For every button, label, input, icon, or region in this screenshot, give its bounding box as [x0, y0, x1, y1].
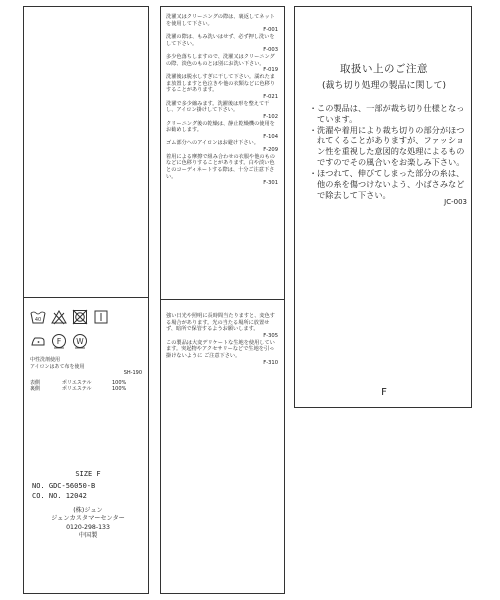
instruction-paragraph [166, 74, 278, 101]
fabric-row-lining [30, 386, 142, 393]
instruction-paragraph [166, 140, 278, 153]
instruction-code: F-001 [263, 27, 278, 34]
care-symbol-row-2 [30, 333, 88, 349]
instruction-text: この製品は大変デリケートな生地を使用しています。突起物やアクセサリーなどで生地を引っ掛けないように ご注意下さい。 [166, 339, 275, 359]
notice-title: 取扱い上のご注意 [340, 63, 428, 75]
company-name: (株)ジュン [73, 507, 103, 515]
hang-dry-icon [93, 309, 109, 325]
size-label: SIZE [75, 470, 93, 478]
instruction-code: F-019 [263, 67, 278, 74]
notice-bullet [309, 168, 467, 200]
notice-bullet [309, 125, 467, 168]
instruction-code: F-305 [263, 332, 278, 339]
instruction-paragraph [166, 54, 278, 74]
instruction-text: 洗濯の際は、もみ洗いはせず、必ず押し洗いをして下さい。 [166, 33, 275, 47]
instruction-code: F-301 [263, 180, 278, 187]
size-value: F [96, 470, 101, 478]
notice-bullet [309, 103, 467, 125]
care-note-line-2: アイロンはあて布を使用 [30, 363, 85, 370]
bullet-text: ほつれて、伸びてしまった部分の糸は、他の糸を傷つけないよう、小ばさみなどで除去して下さい。 [317, 167, 465, 200]
fabric-material: ポリエステル [62, 386, 92, 392]
fabric-part: 表側 [30, 379, 41, 386]
instruction-code: F-003 [263, 47, 278, 54]
instruction-paragraph [166, 34, 278, 54]
instruction-text: 多少色落ちしますので、洗濯又はクリーニングの際、淡色のものとは別にお洗い下さい。 [166, 53, 275, 67]
no-tumble-dry-icon [72, 309, 88, 325]
instruction-text: ゴム部分へのアイロンはお避け下さい。 [166, 140, 259, 147]
fabric-percent: 100% [112, 379, 127, 386]
care-symbol-row-1 [30, 309, 109, 325]
bullet-text: 洗濯や着用により裁ち切りの部分がほつれてくることがありますが、ファッション性を重視した意図的な処理によるものですのでその風合いをお楽しみ下さい。 [317, 124, 465, 168]
instruction-code: F-310 [263, 359, 278, 366]
fabric-material: ポリエステル [62, 379, 92, 386]
size-line [32, 469, 144, 479]
svg-text:F: F [56, 337, 62, 346]
country-of-origin: 中国製 [78, 531, 98, 539]
instruction-paragraph [166, 154, 278, 187]
customer-center: ジュンカスタマーセンター [51, 515, 125, 523]
wet-clean-w-icon [72, 333, 88, 349]
bullet-text: この製品は、一部が裁ち切り仕様となっています。 [317, 103, 465, 124]
notice-subtitle: (裁ち切り処理の製品に関して) [321, 81, 447, 91]
instruction-text: 着用による摩擦で組み合わせの衣服や他のものなどに色移りすることがあります。白や淡い色とのコーディネートする際は、十分ご注意下さい。 [166, 153, 275, 180]
svg-text:W: W [76, 337, 84, 346]
product-info [32, 469, 144, 540]
instruction-code: F-209 [263, 147, 278, 154]
phone-number: 0120-298-133 [66, 523, 110, 531]
tag2-divider [161, 299, 284, 300]
co-number: CO. NO. 12042 [32, 492, 87, 501]
care-note-code: SH-190 [123, 370, 142, 376]
product-number: NO. GDC-56050-B [32, 482, 96, 491]
company-block [32, 507, 144, 539]
care-note-line-1: 中性洗剤使用 [30, 357, 61, 363]
notice-size: F [381, 387, 387, 398]
notice-body [309, 103, 467, 208]
bullet-dot: ・ [309, 167, 318, 178]
instruction-text: 洗濯又はクリーニングの際は、裏返してネットを使用して下さい。 [166, 14, 275, 27]
care-label-tag [23, 6, 149, 594]
notice-code: JC-003 [444, 198, 467, 207]
storage-text [166, 313, 278, 366]
instruction-text: 洗濯で多少縮みます。洗濯後は形を整えて干し、アイロン掛けして下さい。 [166, 100, 270, 114]
instruction-code: F-102 [263, 113, 278, 120]
care-note-block [30, 357, 142, 393]
no-bleach-icon [51, 309, 67, 325]
instruction-paragraph [166, 14, 278, 34]
instruction-paragraph [166, 101, 278, 121]
washing-instructions-tag [160, 6, 285, 594]
instruction-text: クリーニング後の乾燥は、静止乾燥機の使用をお勧めします。 [166, 120, 275, 134]
instruction-paragraph [166, 121, 278, 141]
svg-text:40: 40 [34, 317, 42, 323]
fabric-part: 裏側 [30, 386, 41, 392]
hand-wash-40-icon [30, 309, 46, 325]
dry-clean-f-icon [51, 333, 67, 349]
handling-notice-tag [294, 6, 472, 408]
instruction-paragraph [166, 340, 278, 367]
washing-text [166, 14, 278, 187]
instruction-code: F-104 [263, 133, 278, 140]
fabric-percent: 100% [112, 386, 127, 392]
instruction-code: F-021 [263, 93, 278, 100]
instruction-text: 洗濯後は脱水しすぎに干して下さい。濡れたまま放置しますと色泣きや他の衣類などに色移りすることがあります。 [166, 73, 275, 94]
tag1-divider [24, 297, 148, 298]
bullet-dot: ・ [309, 124, 318, 135]
instruction-paragraph [166, 313, 278, 340]
instruction-text: 強い日光や照明に長時間当たりますと、変色する場合があります。光の当たる場所に放置せず、暗所で保管するようお願いします。 [166, 313, 275, 333]
bullet-dot: ・ [309, 103, 318, 113]
iron-low-icon [30, 333, 46, 349]
